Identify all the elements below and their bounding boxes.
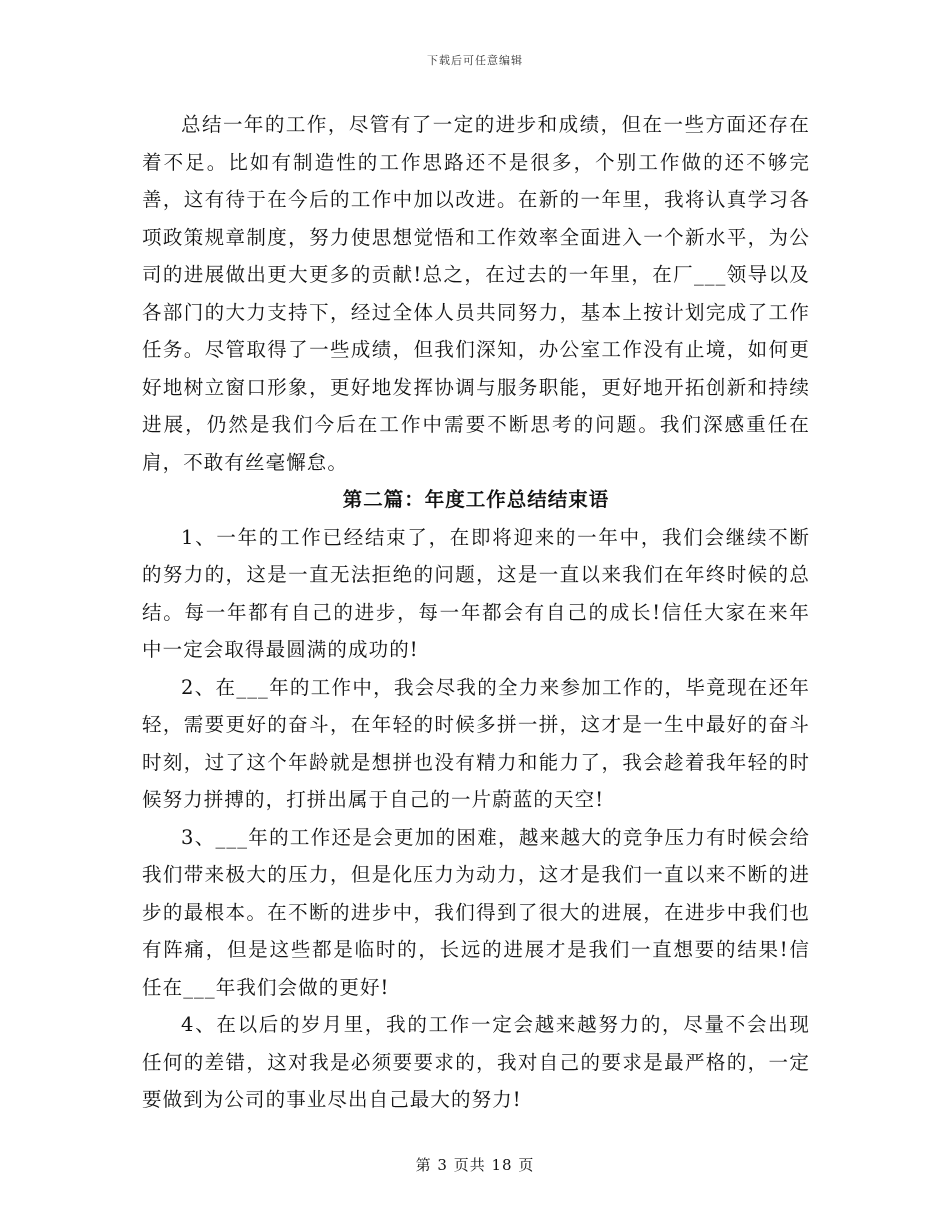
paragraph-item-4: 4、在以后的岁月里，我的工作一定会越来越努力的，尽量不会出现任何的差错，这对我是必须要要求的，我对自己的要求是最严格的，一定要做到为公司的事业尽出自己最大的努力! — [142, 1013, 810, 1111]
paragraph-item-3: 3、___年的工作还是会更加的困难，越来越大的竞争压力有时候会给我们带来极大的压力，但是化压力为动力，这才是我们一直以来不断的进步的最根本。在不断的进步中，我们得到了很大的进展，在进步中我们也有阵痛，但是这些都是临时的，长远的进展才是我们一直想要的结果!信任在___年我们会做的更好! — [142, 825, 810, 999]
paragraph-item-1: 1、一年的工作已经结束了，在即将迎来的一年中，我们会继续不断的努力的，这是一直无法拒绝的问题，这是一直以来我们在年终时候的总结。每一年都有自己的进步，每一年都会有自己的成长!信任大家在来年中一定会取得最圆满的成功的! — [142, 525, 810, 661]
document-body — [142, 106, 810, 1119]
section-title: 第二篇：年度工作总结结束语 — [342, 488, 610, 511]
paragraph-item-2: 2、在___年的工作中，我会尽我的全力来参加工作的，毕竟现在还年轻，需要更好的奋斗，在年轻的时候多拼一拼，这才是一生中最好的奋斗时刻，过了这个年龄就是想拼也没有精力和能力了，我会趁着我年轻的时候努力拼搏的，打拼出属于自己的一片蔚蓝的天空! — [142, 675, 810, 811]
paragraph-summary: 总结一年的工作，尽管有了一定的进步和成绩，但在一些方面还存在着不足。比如有制造性的工作思路还不是很多，个别工作做的还不够完善，这有待于在今后的工作中加以改进。在新的一年里，我将认真学习各项政策规章制度，努力使思想觉悟和工作效率全面进入一个新水平，为公司的进展做出更大更多的贡献!总之，在过去的一年里，在厂___领导以及各部门的大力支持下，经过全体人员共同努力，基本上按计划完成了工作任务。尽管取得了一些成绩，但我们深知，办公室工作没有止境，如何更好地树立窗口形象，更好地发挥协调与服务职能，更好地开拓创新和持续进展，仍然是我们今后在工作中需要不断思考的问题。我们深感重任在肩，不敢有丝毫懈怠。 — [142, 113, 810, 474]
header-note: 下载后可任意编辑 — [427, 54, 523, 67]
page-footer: 第 3 页共 18 页 — [415, 1156, 535, 1174]
